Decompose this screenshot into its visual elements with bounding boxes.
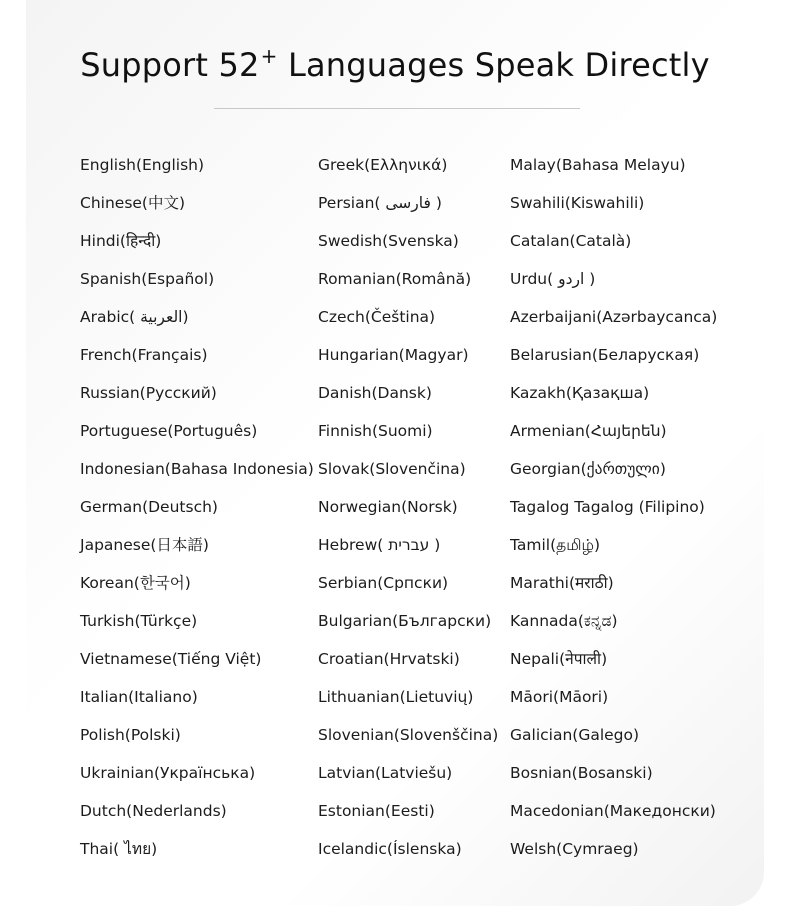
language-item: Tamil(தமிழ்) [510,536,601,554]
language-item: Malay(Bahasa Melayu) [510,156,686,174]
language-column-1 [80,146,314,868]
language-item: Dutch(Nederlands) [80,802,227,820]
title-superscript: + [260,44,278,68]
page-title [0,40,790,94]
language-item: Greek(Ελληνικά) [318,156,448,174]
language-item: Thai( ไทย) [80,840,158,858]
language-item: Nepali(नेपाली) [510,650,608,668]
language-item: Tagalog Tagalog (Filipino) [510,498,705,516]
language-item: Kazakh(Қазақша) [510,384,650,402]
language-item: Lithuanian(Lietuvių) [318,688,474,706]
language-item: Bulgarian(Български) [318,612,492,630]
language-item: French(Français) [80,346,208,364]
language-item: Azerbaijani(Azərbaycanca) [510,308,718,326]
language-item: Persian( فارسی ) [318,194,442,212]
language-item: Portuguese(Português) [80,422,258,440]
title-prefix: Support 52 [80,46,260,84]
language-item: Bosnian(Bosanski) [510,764,653,782]
language-item: Latvian(Latviešu) [318,764,453,782]
language-item: Ukrainian(Українська) [80,764,256,782]
language-item: Italian(Italiano) [80,688,198,706]
language-item: Finnish(Suomi) [318,422,433,440]
language-item: Korean(한국어) [80,574,191,592]
title-suffix: Languages Speak Directly [277,46,710,84]
language-item: Russian(Русский) [80,384,217,402]
language-item: Romanian(Română) [318,270,472,288]
language-item: Turkish(Türkçe) [80,612,198,630]
language-item: Catalan(Català) [510,232,632,250]
language-item: Māori(Māori) [510,688,609,706]
language-item: Hebrew( עברית ) [318,536,441,554]
language-item: Belarusian(Беларуская) [510,346,700,364]
language-column-2 [318,146,498,868]
language-item: Armenian(Հայերեն) [510,422,667,440]
language-item: Icelandic(Íslenska) [318,840,462,858]
language-item: Macedonian(Македонски) [510,802,716,820]
title-divider [214,108,580,109]
language-item: Chinese(中文) [80,194,186,212]
language-item: Kannada(ಕನ್ನಡ) [510,612,618,630]
language-item: Hindi(हिन्दी) [80,232,162,250]
language-item: Urdu( اردو ) [510,270,596,288]
language-item: Swedish(Svenska) [318,232,459,250]
language-item: Croatian(Hrvatski) [318,650,460,668]
language-item: Serbian(Српски) [318,574,449,592]
language-item: Welsh(Cymraeg) [510,840,639,858]
language-item: Slovak(Slovenčina) [318,460,466,478]
language-item: Galician(Galego) [510,726,640,744]
language-item: Indonesian(Bahasa Indonesia) [80,460,314,478]
language-item: Vietnamese(Tiếng Việt) [80,650,262,668]
language-column-3 [510,146,717,868]
language-item: Estonian(Eesti) [318,802,435,820]
language-item: Polish(Polski) [80,726,181,744]
language-item: Slovenian(Slovenščina) [318,726,499,744]
language-item: Swahili(Kiswahili) [510,194,645,212]
language-item: German(Deutsch) [80,498,218,516]
language-item: Hungarian(Magyar) [318,346,469,364]
language-item: Japanese(日本語) [80,536,209,554]
language-item: Georgian(ქართული) [510,460,666,478]
language-item: Danish(Dansk) [318,384,432,402]
language-item: Marathi(मराठी) [510,574,614,592]
language-item: Spanish(Español) [80,270,215,288]
language-item: Czech(Čeština) [318,308,436,326]
language-item: Norwegian(Norsk) [318,498,458,516]
language-item: English(English) [80,156,205,174]
language-item: Arabic( العربية) [80,308,189,326]
